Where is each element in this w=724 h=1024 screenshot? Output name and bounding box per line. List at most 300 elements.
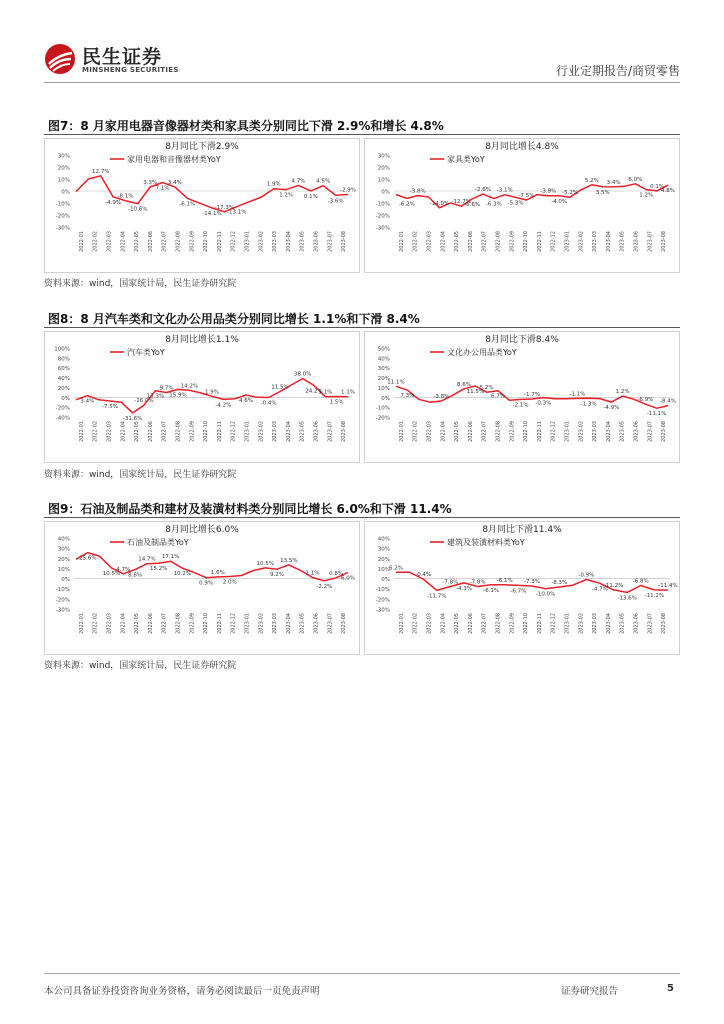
x-tick-label: 2022-01 [78,613,85,634]
y-tick-label: 0% [381,395,390,402]
data-label: -16.0% [134,398,154,405]
x-tick-label: 2022-08 [175,421,182,442]
data-label: -0.4% [260,400,277,407]
data-label: -7.8% [469,579,486,586]
figure-9-title: 图9：石油及制品类和建材及装潢材料类分别同比增长 6.0%和下滑 11.4% [48,502,452,516]
data-label: -6.8% [632,578,649,585]
data-label: -11.1% [646,411,667,418]
x-tick-label: 2023-06 [313,231,320,252]
data-label: 9.2% [270,572,285,579]
data-label: -17.3% [214,204,235,211]
x-tick-label: 2022-10 [203,231,210,252]
x-tick-label: 2023-04 [605,613,612,634]
data-label: 15.2% [150,566,168,573]
data-label: 11.5% [466,388,485,395]
data-label: -10.6% [128,206,148,213]
x-tick-label: 2023-03 [272,613,279,634]
data-label: -1.7% [524,391,540,398]
x-tick-label: 2023-05 [299,613,306,634]
data-label: 1.1% [341,389,355,396]
x-tick-label: 2022-11 [536,613,543,634]
x-tick-label: 2022-08 [175,613,182,634]
x-tick-label: 2023-01 [244,613,251,634]
y-tick-label: 0% [61,395,70,402]
minsheng-logo-icon [44,43,76,75]
logo-text-en: MINSHENG SECURITIES [82,66,179,74]
x-tick-label: 2022-09 [509,421,516,442]
document-type: 行业定期报告/商贸零售 [555,64,680,78]
chart-appliances [44,138,360,273]
x-tick-label: 2023-08 [341,613,348,634]
data-label: 17.1% [161,554,180,561]
data-label: -5.2% [562,190,579,197]
x-tick-label: 2022-02 [412,231,419,252]
footer-disclaimer: 本公司具备证券投资咨询业务资格，请务必阅读最后一页免责声明 [44,986,320,997]
y-tick-label: 0% [381,189,390,196]
x-tick-label: 2023-06 [313,421,320,442]
x-tick-label: 2023-03 [272,231,279,252]
y-tick-label: 20% [57,556,70,563]
data-label: -4.9% [105,199,122,206]
footer-divider [44,973,680,974]
x-tick-label: 2022-03 [426,421,433,442]
x-tick-label: 2023-03 [592,231,599,252]
x-tick-label: 2023-02 [578,613,585,634]
y-tick-label: 30% [57,546,70,553]
data-label: 1.6% [210,569,225,576]
data-label: 0.8% [329,570,344,577]
data-label: 1.1% [305,570,320,577]
x-tick-label: 2023-02 [258,613,265,634]
x-tick-label: 2023-02 [578,231,585,252]
x-tick-label: 2022-10 [523,231,530,252]
x-tick-label: 2022-03 [426,613,433,634]
data-label: -4.3% [456,585,472,592]
data-label: 1.9% [205,389,219,396]
data-label: 24.2% [305,388,323,395]
x-tick-label: 2023-02 [578,421,585,442]
data-label: -3.1% [496,187,513,194]
x-tick-label: 2022-07 [161,421,168,442]
data-label: 3.4% [167,179,182,186]
y-tick-label: 100% [54,346,70,353]
y-tick-label: 30% [377,366,390,373]
x-tick-label: 2023-06 [633,231,640,252]
figure-8-source: 资料来源：wind，国家统计局，民生证券研究院 [44,470,237,480]
figure-8-title: 图8：8 月汽车类和文化办公用品类分别同比增长 1.1%和下滑 8.4% [48,312,420,326]
y-tick-label: -30% [55,607,70,614]
data-label: 6.2% [389,565,403,572]
x-tick-label: 2022-12 [230,421,237,442]
x-tick-label: 2022-05 [454,231,461,252]
y-tick-label: 60% [57,366,70,373]
x-tick-label: 2022-05 [134,231,141,252]
x-tick-label: 2023-07 [647,231,654,252]
data-label: 13.3% [146,393,165,400]
x-tick-label: 2023-08 [661,421,668,442]
x-tick-label: 2023-07 [327,613,334,634]
y-tick-label: 0% [381,577,390,584]
data-label: -11.7% [427,593,447,600]
y-tick-label: 40% [57,536,70,543]
page-header [0,0,724,84]
data-label: 4.8% [661,188,675,195]
data-label: 4.7% [116,566,131,573]
y-tick-label: 40% [57,376,70,383]
x-tick-label: 2022-07 [481,421,488,442]
footer-report-type: 证券研究报告 [561,986,619,997]
x-tick-label: 2022-06 [147,231,154,252]
y-tick-label: -20% [55,405,70,412]
y-tick-label: 10% [377,566,390,573]
y-tick-label: -20% [375,415,390,422]
x-tick-label: 2022-05 [134,421,141,442]
chart-title: 8月同比增长1.1% [165,335,239,345]
x-tick-label: 2023-07 [327,231,334,252]
data-label: 7.1% [155,185,170,192]
data-label: 5.2% [479,385,494,392]
y-tick-label: 20% [57,385,70,392]
data-label: -2.9% [340,187,356,194]
x-tick-label: 2022-04 [120,613,127,634]
x-tick-label: 2022-03 [106,613,113,634]
chart-automobile [44,331,360,463]
x-tick-label: 2022-09 [509,613,516,634]
x-tick-label: 2023-05 [619,231,626,252]
x-tick-label: 2023-01 [564,613,571,634]
x-tick-label: 2022-03 [106,421,113,442]
data-label: -2.6% [475,187,492,194]
data-label: 1.2% [639,192,654,199]
chart-title: 8月同比下滑11.4% [482,525,562,535]
x-tick-label: 2022-07 [481,231,488,252]
chart-title: 8月同比增长6.0% [165,525,239,535]
data-label: 0.1% [650,183,665,190]
x-tick-label: 2023-03 [592,421,599,442]
x-tick-label: 2022-11 [536,421,543,442]
x-tick-label: 2023-02 [258,231,265,252]
data-label: -6.1% [496,577,513,584]
y-tick-label: 10% [377,177,390,184]
x-tick-label: 2022-12 [230,613,237,634]
data-label: 3.5% [595,189,610,196]
x-tick-label: 2022-06 [467,421,474,442]
x-tick-label: 2022-02 [92,421,99,442]
x-tick-label: 2022-11 [216,613,223,634]
x-tick-label: 2022-08 [495,421,502,442]
x-tick-label: 2022-07 [161,231,168,252]
x-tick-label: 2022-08 [495,613,502,634]
x-tick-label: 2022-09 [189,231,196,252]
data-label: 4.7% [291,178,306,185]
data-label: -7.5% [102,403,118,410]
y-tick-label: 0% [61,189,70,196]
data-label: -7.3% [524,578,540,585]
x-tick-label: 2022-06 [467,613,474,634]
data-label: 9.7% [159,385,174,392]
data-label: 10.5% [102,570,121,577]
x-tick-label: 2023-07 [327,421,334,442]
x-tick-label: 2023-01 [244,231,251,252]
data-label: -5.3% [507,200,524,207]
y-tick-label: 40% [377,356,390,363]
data-label: -4.0% [551,198,568,205]
data-label: -3.8% [433,394,450,401]
data-label: -4.9% [603,405,620,412]
data-label: 12.7% [91,168,110,175]
x-tick-label: 2022-01 [398,421,405,442]
x-tick-label: 2023-04 [285,421,292,442]
x-tick-label: 2022-11 [216,231,223,252]
data-label: 0.9% [199,580,214,587]
data-label: 4.5% [316,178,331,185]
x-tick-label: 2023-05 [619,421,626,442]
x-tick-label: 2023-04 [285,613,292,634]
data-label: -6.3% [485,201,502,208]
x-tick-label: 2023-08 [661,613,668,634]
x-tick-label: 2022-01 [78,421,85,442]
data-label: -12.7% [451,199,472,206]
data-label: 2.0% [222,579,237,586]
data-label: 7.3% [400,393,415,400]
x-tick-label: 2022-01 [78,231,85,252]
data-label: 1.5% [329,399,344,406]
data-label: 25.6% [79,555,97,562]
data-label: 10.5% [256,560,274,567]
x-tick-label: 2023-04 [285,231,292,252]
data-label: 0.1% [303,193,318,200]
y-tick-label: -10% [55,201,70,208]
x-tick-label: 2022-07 [481,613,488,634]
data-label: 6.0% [341,575,355,582]
data-label: 15.9% [169,392,187,399]
data-label: -4.2% [215,402,232,409]
x-tick-label: 2022-03 [426,231,433,252]
x-tick-label: 2022-04 [440,613,447,634]
x-tick-label: 2022-02 [92,231,99,252]
legend-label: 石油及制品类YoY [127,538,189,547]
x-tick-label: 2023-01 [564,231,571,252]
data-label: 4.6% [239,398,253,405]
data-label: -3.6% [327,198,344,205]
data-label: -8.3% [551,579,568,586]
data-label: -31.6% [122,415,143,422]
x-tick-label: 2023-05 [619,613,626,634]
x-tick-label: 2022-06 [467,231,474,252]
data-label: 8.6% [457,381,471,388]
chart-office-supplies [364,331,680,463]
data-label: -7.5% [518,193,535,199]
x-tick-label: 2022-02 [412,421,419,442]
x-tick-label: 2023-08 [341,231,348,252]
x-tick-label: 2022-10 [203,421,210,442]
x-tick-label: 2023-06 [633,613,640,634]
y-tick-label: 80% [57,356,70,363]
x-tick-label: 2022-09 [189,613,196,634]
data-label: 8.8% [128,572,143,579]
y-tick-label: -20% [375,213,390,220]
x-tick-label: 2022-02 [92,613,99,634]
x-tick-label: 2022-09 [189,421,196,442]
legend-label: 汽车类YoY [127,348,165,357]
y-tick-label: 10% [377,385,390,392]
x-tick-label: 2023-06 [313,613,320,634]
x-tick-label: 2022-12 [230,231,237,252]
x-tick-label: 2023-01 [244,421,251,442]
data-label: -4.7% [592,586,608,593]
data-label: -11.2% [603,582,624,589]
y-tick-label: -40% [55,415,70,422]
data-label: 3.4% [606,179,621,186]
y-tick-label: 0% [61,577,70,584]
y-tick-label: 40% [377,536,390,543]
x-tick-label: 2022-03 [106,231,113,252]
x-tick-label: 2022-07 [161,613,168,634]
y-tick-label: 50% [377,346,390,353]
chart-petroleum [44,521,360,655]
data-label: -10.0% [535,591,556,598]
data-label: -0.3% [535,400,552,407]
x-tick-label: 2022-04 [120,231,127,252]
x-tick-label: 2022-01 [398,613,405,634]
y-tick-label: 10% [57,566,70,573]
chart-title: 8月同比增长4.8% [485,142,559,152]
figure-7-source: 资料来源：wind，国家统计局，民生证券研究院 [44,279,237,289]
x-tick-label: 2022-11 [216,421,223,442]
y-tick-label: -30% [55,225,70,232]
x-tick-label: 2022-12 [550,231,557,252]
chart-title: 8月同比下滑8.4% [485,335,559,345]
x-tick-label: 2022-12 [550,421,557,442]
x-tick-label: 2022-04 [440,231,447,252]
y-tick-label: -30% [375,225,390,232]
data-label: -14.0% [429,200,450,207]
data-label: 6.7% [491,393,505,400]
y-tick-label: -20% [55,597,70,604]
x-tick-label: 2022-11 [536,231,543,252]
x-tick-label: 2022-10 [523,421,530,442]
x-tick-label: 2023-07 [647,613,654,634]
legend-label: 建筑及装潢材料类YoY [447,538,525,547]
data-label: -6.9% [637,397,654,404]
data-label: -13.6% [617,595,637,602]
data-label: -3.8% [409,188,426,195]
x-tick-label: 2022-01 [398,231,405,252]
x-tick-label: 2022-05 [454,421,461,442]
x-tick-label: 2023-03 [272,421,279,442]
data-label: -14.1% [202,210,222,217]
x-tick-label: 2022-08 [175,231,182,252]
y-tick-label: 30% [377,546,390,553]
data-label: -6.1% [483,587,500,594]
figure-8-divider [44,327,680,328]
legend-label: 家具类YoY [447,155,485,164]
y-tick-label: 20% [377,556,390,563]
data-label: -2.2% [316,583,333,590]
chart-building-materials [364,521,680,655]
x-tick-label: 2022-06 [147,613,154,634]
data-label: -6.7% [510,588,527,595]
data-label: 6.0% [628,176,643,183]
x-tick-label: 2022-05 [134,613,141,634]
data-label: -7.8% [442,579,459,586]
y-tick-label: 10% [57,177,70,184]
y-tick-label: 30% [377,153,390,160]
y-tick-label: 20% [377,376,390,383]
data-label: 1.1% [318,389,333,396]
y-tick-label: -20% [55,213,70,220]
x-tick-label: 2023-04 [605,421,612,442]
x-tick-label: 2022-06 [147,421,154,442]
data-label: -2.1% [512,402,529,409]
x-tick-label: 2022-09 [509,231,516,252]
x-tick-label: 2022-10 [203,613,210,634]
data-label: 1.2% [615,389,630,396]
data-label: 13.5% [280,557,298,564]
data-label: 5.2% [584,177,599,184]
y-tick-label: -10% [375,587,390,594]
x-tick-label: 2022-02 [412,613,419,634]
data-label: 14.7% [138,556,156,563]
page-number: 5 [667,983,674,994]
x-tick-label: 2023-02 [258,421,265,442]
x-tick-label: 2023-05 [299,421,306,442]
data-label: 14.2% [180,383,199,390]
data-label: 11.5% [271,384,289,391]
figure-9-source: 资料来源：wind，国家统计局，民生证券研究院 [44,661,237,671]
data-label: -6.1% [179,201,196,208]
data-label: 11.1% [387,379,405,386]
data-label: -6.6% [464,201,481,208]
x-tick-label: 2022-05 [454,613,461,634]
data-label: 3.4% [80,398,95,405]
data-label: 1.2% [279,192,294,199]
y-tick-label: -10% [375,405,390,412]
data-label: 38.0% [293,371,312,378]
data-label: -1.3% [580,401,597,408]
figure-7-divider [44,134,680,135]
x-tick-label: 2023-07 [647,421,654,442]
data-label: -8.4% [660,398,676,405]
x-tick-label: 2023-05 [299,231,306,252]
header-divider [44,82,680,83]
x-tick-label: 2023-04 [605,231,612,252]
x-tick-label: 2022-04 [120,421,127,442]
data-label: -3.9% [540,188,557,195]
data-label: -11.4% [658,583,678,590]
y-tick-label: -10% [55,587,70,594]
y-tick-label: -10% [375,201,390,208]
data-label: -11.2% [644,592,665,599]
figure-9-divider [44,517,680,518]
data-label: 3.3% [143,180,158,187]
x-tick-label: 2023-03 [592,613,599,634]
y-tick-label: 20% [57,165,70,172]
y-tick-label: -30% [375,607,390,614]
x-tick-label: 2022-12 [550,613,557,634]
logo-text-cn: 民生证券 [82,46,163,68]
legend-label: 文化办公用品类YoY [447,348,517,357]
x-tick-label: 2022-10 [523,613,530,634]
chart-title: 8月同比下滑2.9% [165,142,239,152]
x-tick-label: 2023-06 [633,421,640,442]
data-label: -8.1% [117,193,134,200]
data-label: 1.9% [266,181,281,188]
data-label: -0.4% [415,571,432,578]
x-tick-label: 2023-08 [661,231,668,252]
figure-7-title: 图7：8 月家用电器音像器材类和家具类分别同比下滑 2.9%和增长 4.8% [48,119,444,133]
data-label: -1.1% [569,391,586,398]
